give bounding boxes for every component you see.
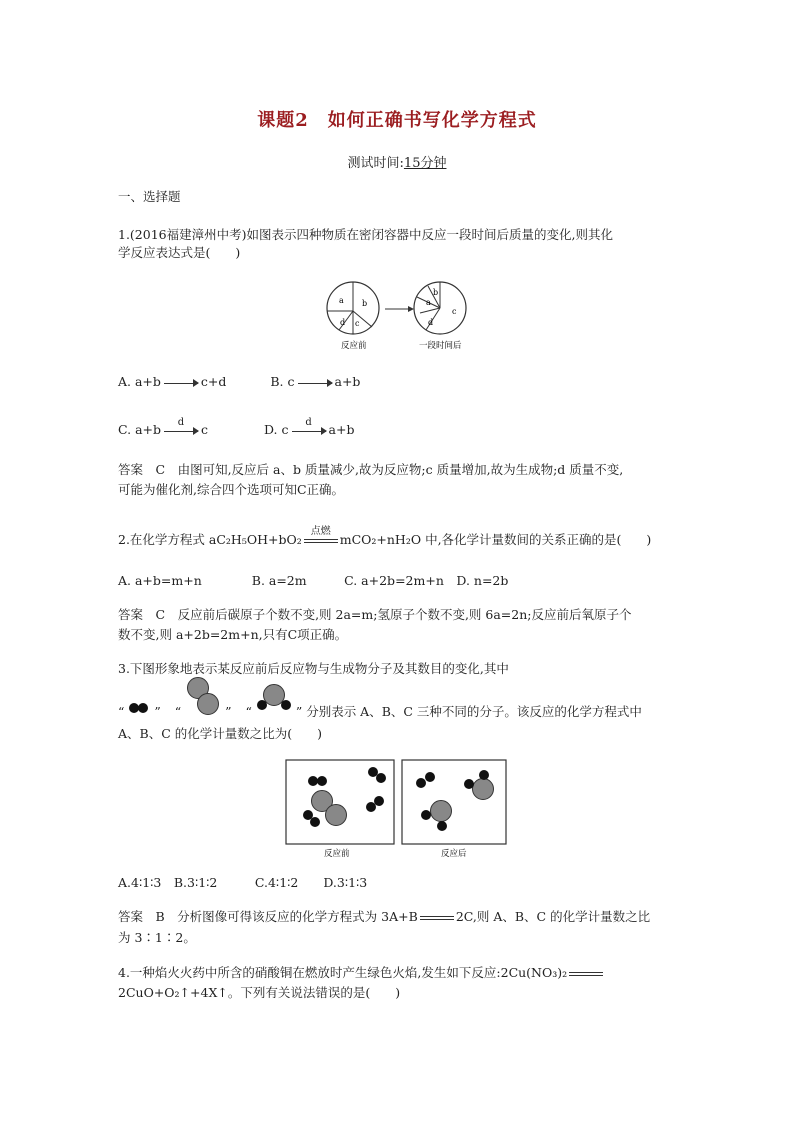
q3-options: A.4∶1∶3 B.3∶1∶2 C.4∶1∶2 D.3∶1∶3 [118, 875, 368, 890]
quote-close: ” [295, 703, 303, 719]
fig1-label-after: 一段时间后 [419, 341, 462, 351]
box-before [286, 760, 394, 844]
test-time-label: 测试时间: [347, 156, 404, 171]
fig1-label-before: 反应前 [341, 341, 367, 351]
section-heading: 一、选择题 [118, 189, 181, 204]
pie-after-label-a: a [426, 298, 431, 307]
q3-answer-line2: 为 3∶1∶2。 [118, 930, 196, 945]
q4-stem-line2: 2CuO+O₂↑+4X↑。下列有关说法错误的是( ) [118, 985, 401, 1000]
q2-answer-line2: 数不变,则 a+2b=2m+n,只有C项正确。 [118, 627, 348, 642]
q1-stem-line2: 学反应表达式是( ) [118, 245, 241, 260]
molecule-a-icon [128, 701, 150, 715]
reaction-arrow-icon [298, 376, 332, 390]
reaction-arrow-icon [164, 376, 198, 390]
q2-answer-line1: 答案 C 反应前后碳原子个数不变,则 2a=m;氢原子个数不变,则 6a=2n;反应前后氧原子个 [118, 607, 632, 622]
pie-after-label-c: c [452, 307, 457, 316]
fig3-label-before: 反应前 [324, 849, 350, 859]
q1-optB-post: a+b [334, 374, 361, 389]
q1-pie-figure [322, 278, 472, 354]
q1-answer-line2: 可能为催化剂,综合四个选项可知C正确。 [118, 482, 345, 497]
pie-before-label-a: a [339, 296, 344, 305]
q3-answer-post: 2C,则 A、B、C 的化学计量数之比 [455, 909, 651, 924]
pie-before-label-c: c [355, 319, 360, 328]
q3-molecule-figure [285, 759, 509, 863]
q1-optC-cond: d [177, 416, 185, 428]
q1-optA-post: c+d [200, 374, 227, 389]
molecule-c-icon [256, 678, 292, 714]
pie-after-label-d: d [428, 318, 434, 327]
quote-open: “ [245, 703, 252, 719]
equals-sign-icon [569, 968, 603, 980]
reaction-arrow-icon [164, 416, 198, 438]
q1-options-row1 [118, 372, 360, 392]
q3-answer-pre: 答案 B 分析图像可得该反应的化学方程式为 3A+B [118, 909, 418, 924]
q3-stem-line1: 3.下图形象地表示某反应前后反应物与生成物分子及其数目的变化,其中 [118, 661, 509, 676]
q1-stem-line1: 1.(2016福建漳州中考)如图表示四种物质在密闭容器中反应一段时间后质量的变化,则其化 [118, 227, 613, 242]
quote-open: “ [118, 703, 125, 719]
q2-condition: 点燃 [310, 525, 331, 537]
q1-optD-cond: d [305, 416, 312, 428]
q3-answer-line1 [118, 907, 650, 927]
quote-open: “ [174, 703, 182, 719]
q1-optA-pre: A. a+b [118, 374, 161, 389]
arrow-icon [385, 306, 414, 312]
pie-before [327, 282, 379, 334]
page-title: 课题2 如何正确书写化学方程式 [257, 110, 537, 131]
q4-stem-pre: 4.一种焰火火药中所含的硝酸铜在燃放时产生绿色火焰,发生如下反应:2Cu(NO₃)₂ [118, 965, 568, 980]
box-after [402, 760, 506, 844]
q2-stem [118, 525, 652, 550]
q1-optD-post: a+b [328, 422, 355, 437]
q4-stem-line1 [118, 963, 605, 983]
pie-before-label-d: d [340, 318, 346, 327]
molecule-b-icon [185, 676, 221, 716]
equals-sign-icon [420, 912, 454, 924]
q3-stem-line2-text: 分别表示 A、B、C 三种不同的分子。该反应的化学方程式中 [306, 703, 642, 719]
pie-after-label-b: b [433, 288, 439, 297]
pie-after [414, 282, 466, 334]
q3-stem-line2 [118, 678, 642, 718]
reaction-arrow-icon [292, 416, 326, 438]
q1-options-row2 [118, 416, 355, 440]
q1-optC-post: c [201, 422, 209, 437]
q1-optB-pre: B. c [270, 374, 295, 389]
q2-options: A. a+b=m+n B. a=2m C. a+2b=2m+n D. n=2b [118, 573, 509, 588]
q2-stem-post: mCO₂+nH₂O 中,各化学计量数间的关系正确的是( ) [339, 532, 652, 547]
test-time-value: 15分钟 [403, 156, 447, 171]
test-time [0, 152, 794, 171]
q3-stem-line3: A、B、C 的化学计量数之比为( ) [118, 726, 323, 741]
q1-optD-pre: D. c [263, 422, 289, 437]
quote-close: ” [225, 703, 232, 719]
fig3-label-after: 反应后 [441, 849, 467, 859]
q1-optC-pre: C. a+b [118, 422, 161, 437]
equals-sign-icon [304, 525, 338, 547]
q1-answer-line1: 答案 C 由图可知,反应后 a、b 质量减少,故为反应物;c 质量增加,故为生成物;d 质量不变, [118, 462, 624, 477]
pie-before-label-b: b [362, 299, 368, 308]
q2-stem-pre: 2.在化学方程式 aC₂H₅OH+bO₂ [118, 532, 302, 547]
quote-close: ” [154, 703, 161, 719]
